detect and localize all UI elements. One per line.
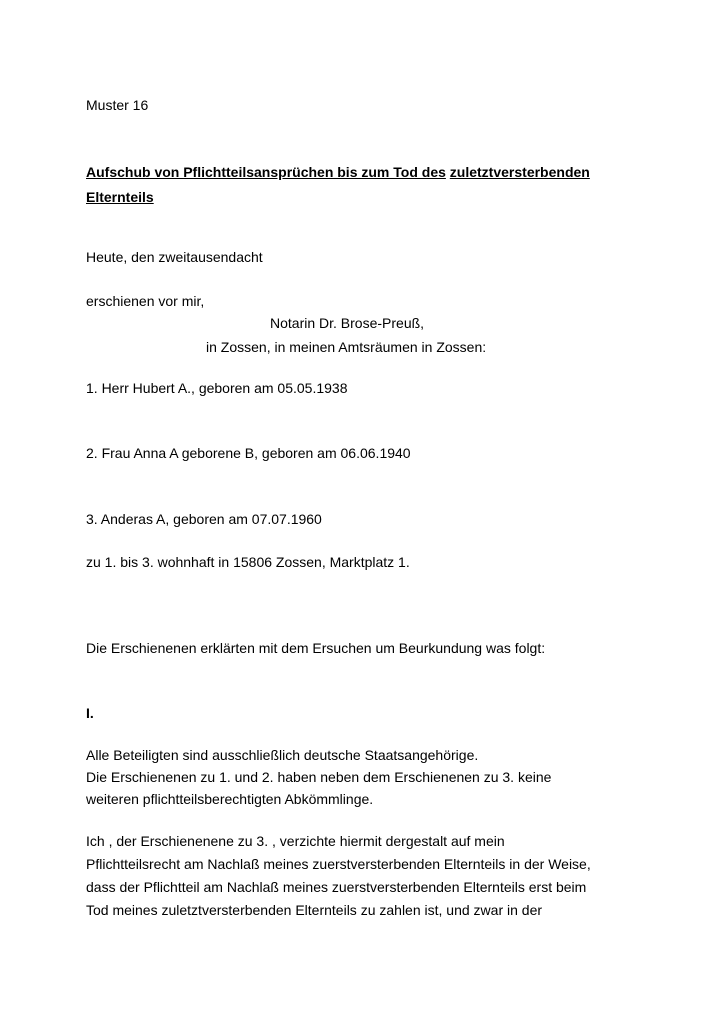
declaration-intro: Die Erschienenen erklärten mit dem Ersuchen um Beurkundung was folgt:: [86, 640, 546, 656]
notary-location: in Zossen, in meinen Amtsräumen in Zossen:: [206, 339, 487, 355]
paragraph-1-line-3: weiteren pflichtteilsberechtigten Abkömmlinge.: [86, 791, 374, 807]
paragraph-2-line-2: Pflichtteilsrecht am Nachlaß meines zuerstversterbenden Elternteils in der Weise,: [86, 856, 591, 872]
section-heading: I.: [86, 705, 94, 721]
notary-name: Notarin Dr. Brose-Preuß,: [270, 315, 425, 331]
party-1: 1. Herr Hubert A., geboren am 05.05.1938: [86, 380, 348, 396]
date-line: Heute, den zweitausendacht: [86, 249, 263, 265]
paragraph-1-line-2: Die Erschienenen zu 1. und 2. haben neben dem Erschienenen zu 3. keine: [86, 769, 552, 785]
title-part-2: zuletztversterbenden: [449, 164, 590, 180]
paragraph-2-line-1: Ich , der Erschienenene zu 3. , verzichte hiermit dergestalt auf mein: [86, 833, 505, 849]
appeared-line: erschienen vor mir,: [86, 293, 205, 309]
title-part-1: Aufschub von Pflichtteilsansprüchen bis zum Tod des: [86, 164, 446, 180]
residence-line: zu 1. bis 3. wohnhaft in 15806 Zossen, Marktplatz 1.: [86, 554, 410, 570]
paragraph-2-line-3: dass der Pflichtteil am Nachlaß meines zuerstversterbenden Elternteils erst beim: [86, 879, 587, 895]
paragraph-2-line-4: Tod meines zuletztversterbenden Elternteils zu zahlen ist, und zwar in der: [86, 902, 543, 918]
party-2: 2. Frau Anna A geborene B, geboren am 06.06.1940: [86, 445, 411, 461]
paragraph-1-line-1: Alle Beteiligten sind ausschließlich deutsche Staatsangehörige.: [86, 747, 479, 763]
party-3: 3. Anderas A, geboren am 07.07.1960: [86, 511, 322, 527]
template-label: Muster 16: [86, 97, 149, 113]
document-title-line-1: [86, 163, 590, 181]
document-title-line-2: Elternteils: [86, 189, 154, 205]
